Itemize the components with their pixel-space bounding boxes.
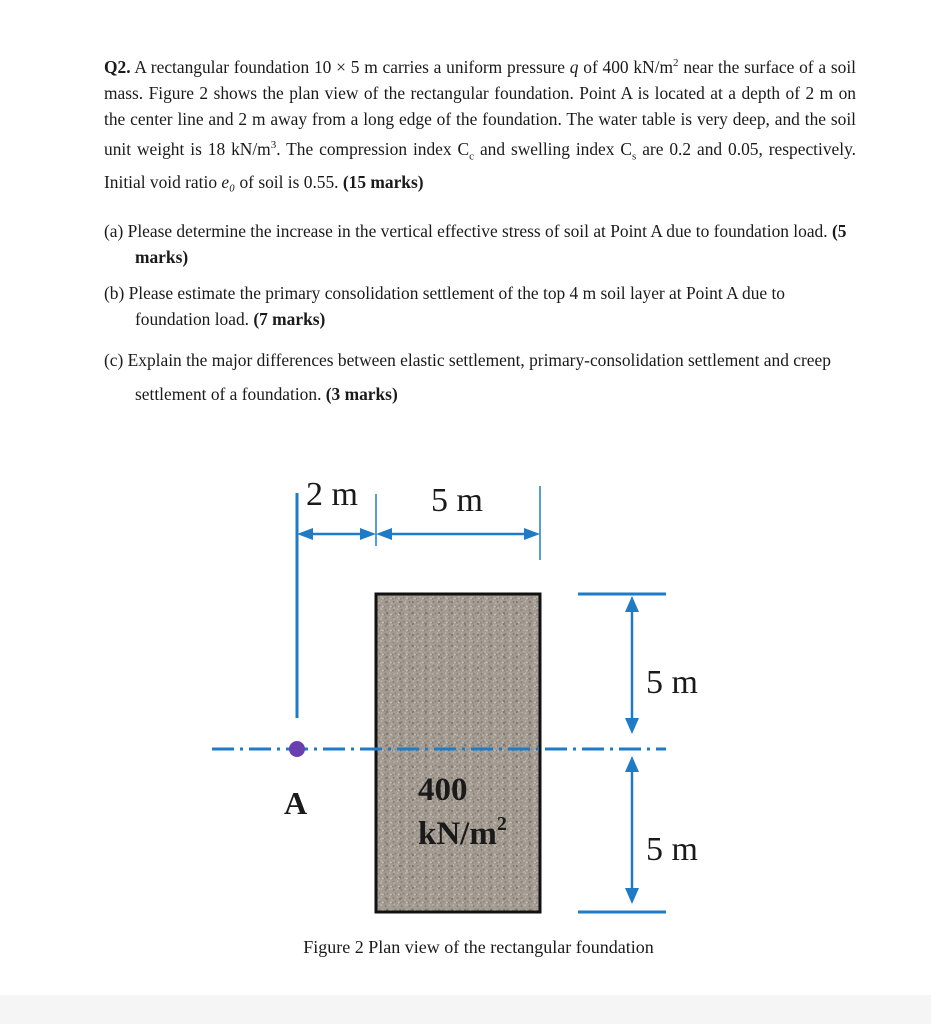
unit-superscript: 2 [673,57,679,69]
swelling-subscript: s [632,150,637,163]
dim-5m-upper-arrow [625,596,639,734]
dim-5m-top-arrow [376,528,540,540]
load-unit: $kN/m^2$ [418,813,507,852]
point-a-marker [289,741,305,757]
part-c-label: (c) [104,350,124,370]
part-b-marks: (7 marks) [253,309,326,329]
question-number: Q2. [104,56,131,77]
dim-2m-label: 2 m [306,476,358,513]
question-text-2: of 400 kN/m [578,56,674,77]
figure-caption: Figure 2 Plan view of the rectangular foundation [303,937,654,957]
dim-5m-lower-arrow [625,756,639,904]
part-c-text: Explain the major differences between elastic settlement, primary-consolidation settlement and creep settlement of a foundation. [123,350,831,404]
dim-5m-top-label: 5 m [431,482,483,519]
part-c-marks: (3 marks) [325,384,398,404]
q-symbol: q [569,56,579,77]
compression-subscript: c [469,150,475,163]
dim-5m-upper-label: 5 m [646,664,698,701]
part-b-label: (b) [104,283,125,303]
part-b-text: Please estimate the primary consolidation settlement of the top 4 m soil layer at Point A due to foundation load. [124,283,785,329]
part-a-text: Please determine the increase in the vertical effective stress of soil at Point A due to foundation load. [123,221,832,241]
load-value: 400 [418,772,468,808]
unit-superscript: 3 [270,138,277,151]
question-text-1: A rectangular foundation 10 × 5 m carries a uniform pressure [130,56,570,77]
question-text-3: near the surface of a soil mass. Figure 2 shows the plan view of the rectangular foundation. Point A is located at a depth of 2 m on the center line and 2 m away from a long edge of the foundation. The water table is very deep, and the soil unit weight is 18 kN/m [104,56,856,159]
part-a-label: (a) [104,221,124,241]
e0-symbol: e₀ [221,172,236,193]
question-marks: (15 marks) [342,172,424,193]
question-text-7: of soil is 0.55. [235,172,343,193]
part-a-marks: (5 marks) [135,221,847,267]
dim-2m-arrow [297,528,376,540]
dim-5m-lower-label: 5 m [646,831,698,868]
point-a-label: A [284,785,308,821]
question-text-5: and swelling index C [474,138,632,159]
question-text-6: are 0.2 and 0.05, respectively. Initial void ratio [104,138,856,193]
question-text-4: . The compression index C [276,138,470,159]
